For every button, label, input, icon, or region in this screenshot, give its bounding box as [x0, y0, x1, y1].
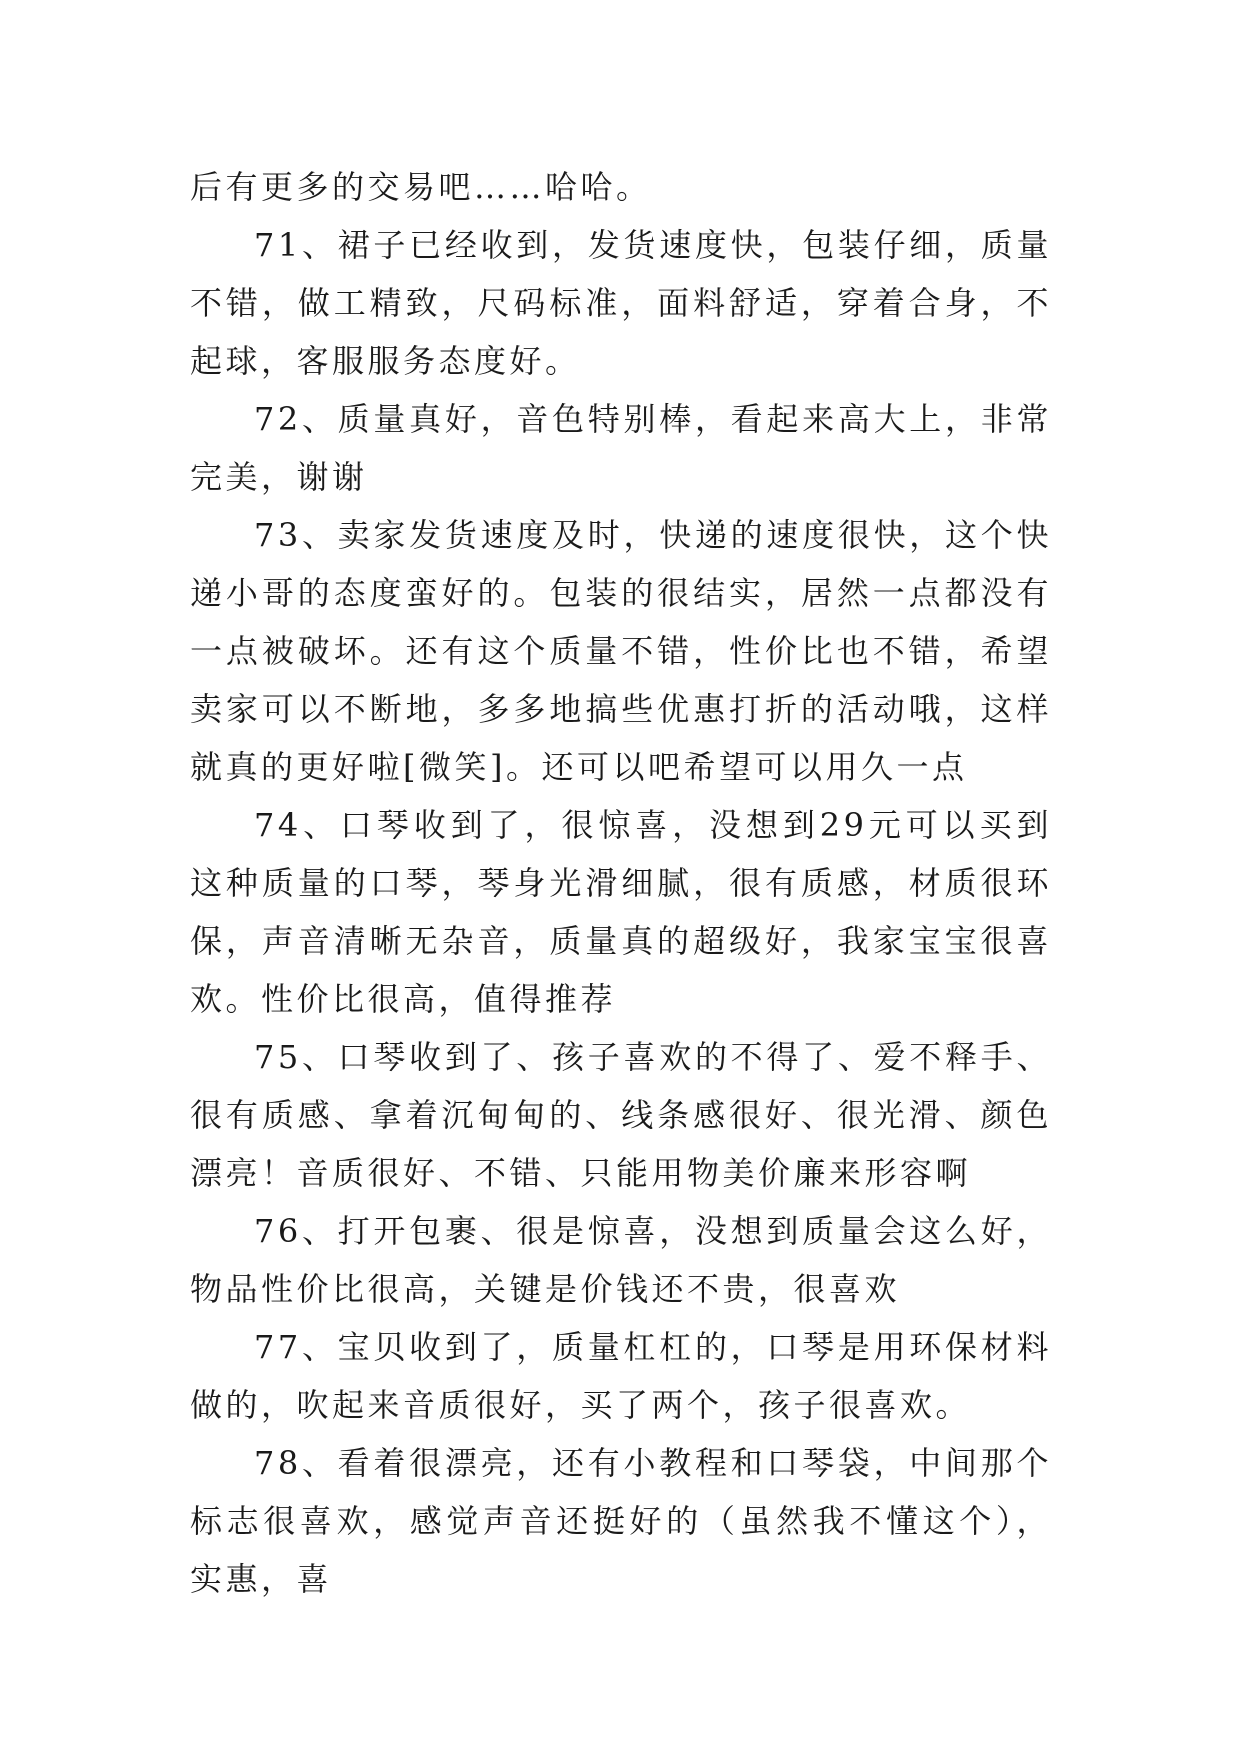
paragraph-continuation: 后有更多的交易吧……哈哈。	[190, 168, 652, 206]
document-body	[190, 158, 1052, 1608]
paragraph-75: 75、口琴收到了、孩子喜欢的不得了、爱不释手、很有质感、拿着沉甸甸的、线条感很好、很光滑、颜色漂亮！音质很好、不错、只能用物美价廉来形容啊	[190, 1038, 1052, 1192]
paragraph-76: 76、打开包裹、很是惊喜，没想到质量会这么好，物品性价比很高，关键是价钱还不贵，很喜欢	[190, 1212, 1052, 1308]
paragraph-78: 78、看着很漂亮，还有小教程和口琴袋，中间那个标志很喜欢，感觉声音还挺好的（虽然我不懂这个），实惠，喜	[190, 1444, 1052, 1598]
paragraph-73: 73、卖家发货速度及时，快递的速度很快，这个快递小哥的态度蛮好的。包装的很结实，居然一点都没有一点被破坏。还有这个质量不错，性价比也不错，希望卖家可以不断地，多多地搞些优惠打折的活动哦，这样就真的更好啦[微笑]。还可以吧希望可以用久一点	[190, 516, 1052, 786]
paragraph-72: 72、质量真好，音色特别棒，看起来高大上，非常完美，谢谢	[190, 400, 1052, 496]
paragraph-77: 77、宝贝收到了，质量杠杠的，口琴是用环保材料做的，吹起来音质很好，买了两个，孩子很喜欢。	[190, 1328, 1052, 1424]
paragraph-74: 74、口琴收到了，很惊喜，没想到29元可以买到这种质量的口琴，琴身光滑细腻，很有质感，材质很环保，声音清晰无杂音，质量真的超级好，我家宝宝很喜欢。性价比很高，值得推荐	[190, 806, 1052, 1018]
paragraph-71: 71、裙子已经收到，发货速度快，包装仔细，质量不错，做工精致，尺码标准，面料舒适，穿着合身，不起球，客服服务态度好。	[190, 226, 1052, 380]
